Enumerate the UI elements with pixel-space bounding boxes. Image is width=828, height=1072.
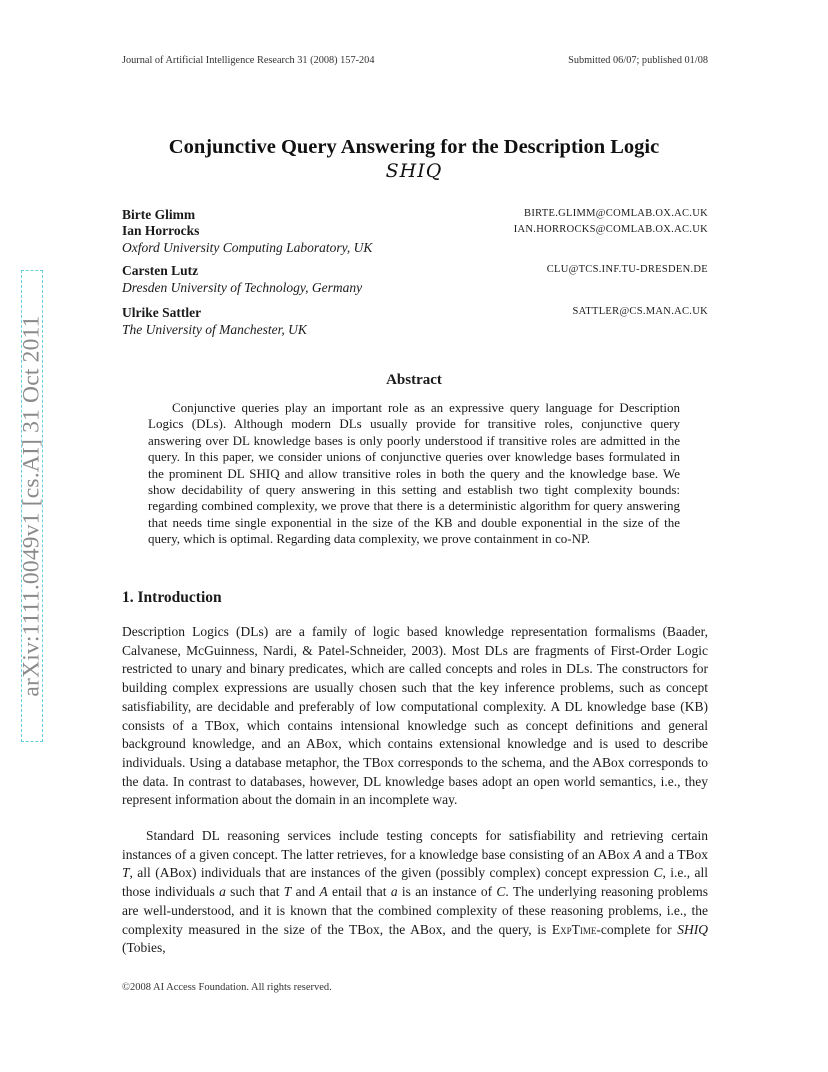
body-paragraph	[122, 827, 708, 958]
paragraph-text: Standard DL reasoning services include testing concepts for satisfiability and retrieving certain instances of a given concept. The latter retrieves, for a knowledge base consisting of an ABox	[122, 828, 708, 862]
paragraph-text: is an instance of	[397, 884, 497, 900]
author-affiliation: Dresden University of Technology, Germany	[122, 280, 363, 295]
paragraph-text: , all (ABox) individuals that are instances of the given (possibly complex) concept expression	[129, 865, 654, 881]
arxiv-stamp	[18, 270, 45, 742]
abstract-text: Conjunctive queries play an important role as an expressive query language for Description Logics (DLs). Although modern DLs usually provide for transitive roles, conjunctive query answering over DL knowledge bases is only poorly understood if transitive roles are admitted in the query. In this paper, we consider unions of conjunctive queries over knowledge bases formulated in the prominent DL SHIQ and allow transitive roles in both the query and the knowledge base. We show decidability of query answering in this setting and establish two tight complexity bounds: regarding combined complexity, we prove that there is a deterministic algorithm for query answering that needs time single exponential in the size of the KB and double exponential in the size of the query, which is optimal. Regarding data complexity, we prove containment in co-NP.	[148, 400, 680, 547]
body-paragraph: Description Logics (DLs) are a family of logic based knowledge representation formalisms (Baader, Calvanese, McGuinness, Nardi, & Patel-Schneider, 2003). Most DLs are fragments of First-Order Logic restricted to unary and binary predicates, which are called concepts and roles in DLs. The constructors for building complex expressions are usually chosen such that the key inference problems, such as concept satisfiability, are decidable and preferably of low computational complexity. A DL knowledge base (KB) consists of a TBox, which contains intensional knowledge such as concept definitions and general background knowledge, and an ABox, which contains extensional knowledge and is used to describe individuals. Using a database metaphor, the TBox corresponds to the schema, and the ABox corresponds to the data. In contrast to databases, however, DL knowledge bases adopt an open world semantics, i.e., they represent information about the domain in an incomplete way.	[122, 624, 708, 808]
author-line	[122, 223, 708, 239]
author-name: Ulrike Sattler	[122, 305, 202, 320]
section-heading: 1. Introduction	[122, 589, 222, 606]
author-email: BIRTE.GLIMM@COMLAB.OX.AC.UK	[524, 208, 708, 219]
author-line	[122, 207, 708, 223]
math-individual-symbol: a	[390, 884, 398, 900]
running-head	[122, 55, 708, 69]
author-group-manchester	[122, 305, 708, 340]
author-email: SATTLER@CS.MAN.AC.UK	[572, 306, 708, 317]
paragraph-text: such that	[225, 884, 284, 900]
arxiv-stamp-text: arXiv:1111.0049v1 [cs.AI] 31 Oct 2011	[18, 315, 45, 697]
math-individual-symbol: a	[219, 884, 226, 900]
author-line	[122, 263, 708, 279]
math-tbox-symbol: T	[283, 884, 292, 900]
author-email: CLU@TCS.INF.TU-DRESDEN.DE	[546, 264, 708, 275]
author-email: IAN.HORROCKS@COMLAB.OX.AC.UK	[513, 224, 708, 235]
paper-title: Conjunctive Query Answering for the Description Logic	[168, 136, 660, 158]
author-affiliation: Oxford University Computing Laboratory, UK	[122, 240, 373, 255]
paragraph-text: and a TBox	[641, 846, 708, 862]
math-concept-symbol: C	[653, 865, 663, 881]
journal-citation: Journal of Artificial Intelligence Research 31 (2008) 157-204	[122, 55, 375, 66]
copyright-footer: ©2008 AI Access Foundation. All rights reserved.	[122, 982, 332, 993]
math-tbox-symbol: T	[122, 865, 130, 881]
paragraph-text: , i.e., all those individuals	[122, 865, 708, 900]
paragraph-text: (Tobies,	[122, 940, 166, 956]
math-logic-name: SHIQ	[677, 921, 708, 937]
paragraph-text: -complete for	[596, 921, 678, 937]
author-name: Ian Horrocks	[122, 223, 200, 238]
author-group-oxford	[122, 207, 708, 258]
paragraph-text: and	[291, 884, 320, 900]
submission-dates: Submitted 06/07; published 01/08	[568, 55, 708, 66]
author-name: Carsten Lutz	[122, 263, 199, 278]
author-line	[122, 305, 708, 321]
author-affiliation: The University of Manchester, UK	[122, 322, 307, 337]
paragraph-text: . The underlying reasoning problems are well-understood, and it is known that the combined complexity of these reasoning problems, i.e., the complexity measured in the size of the TBox, the ABox, and the query, is	[122, 884, 708, 937]
math-abox-symbol: A	[319, 884, 328, 900]
math-abox-symbol: A	[633, 846, 642, 862]
abstract-heading: Abstract	[386, 372, 442, 388]
author-name: Birte Glimm	[122, 207, 196, 222]
author-group-dresden	[122, 263, 708, 298]
math-concept-symbol: C	[496, 884, 506, 900]
complexity-class: ExpTime	[551, 921, 597, 937]
paragraph-text: entail that	[327, 884, 391, 900]
paper-title-logic: SHIQ	[385, 160, 443, 182]
